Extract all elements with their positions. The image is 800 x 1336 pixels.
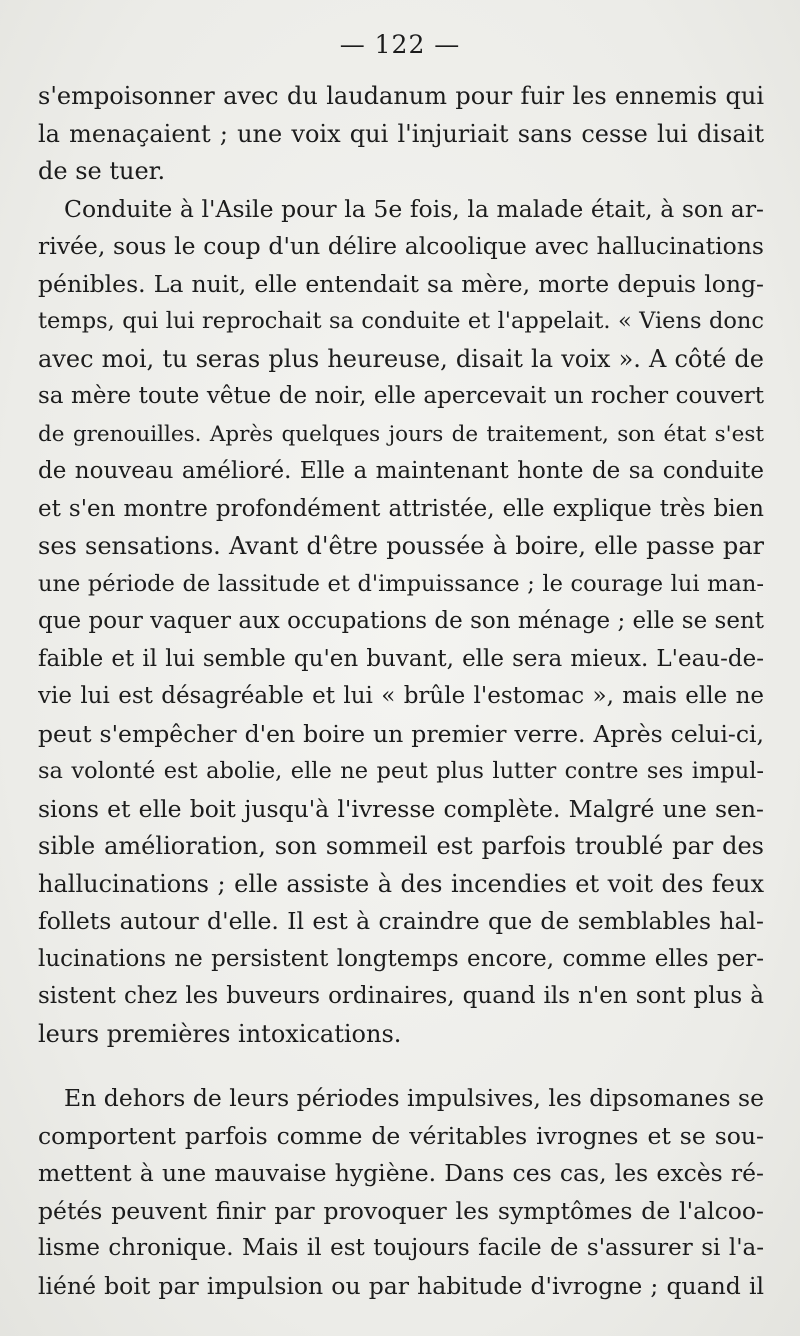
paragraph-2 bbox=[38, 1080, 764, 1305]
text-line: sistent chez les buveurs ordinaires, quand ils n'en sont plus à bbox=[38, 983, 764, 1009]
text-line: sible amélioration, son sommeil est parfois troublé par des bbox=[38, 832, 764, 860]
text-line: En dehors de leurs périodes impulsives, les dipsomanes se bbox=[64, 1084, 764, 1112]
text-line: de grenouilles. Après quelques jours de traitement, son état s'est bbox=[38, 421, 764, 447]
text-line: sa mère toute vêtue de noir, elle apercevait un rocher couvert bbox=[38, 383, 764, 409]
text-line: lisme chronique. Mais il est toujours facile de s'assurer si l'a- bbox=[38, 1235, 764, 1261]
text-line: sions et elle boit jusqu'à l'ivresse complète. Malgré une sen- bbox=[38, 794, 764, 823]
text-line: de se tuer. bbox=[38, 157, 166, 185]
text-line: une période de lassitude et d'impuissance ; le courage lui man- bbox=[38, 570, 764, 597]
text-line: Conduite à l'Asile pour la 5e fois, la malade était, à son ar- bbox=[64, 194, 764, 223]
text-line: temps, qui lui reprochait sa conduite et l'appelait. « Viens donc bbox=[38, 308, 764, 334]
text-line: la menaçaient ; une voix qui l'injuriait sans cesse lui disait bbox=[38, 119, 764, 148]
text-line: de nouveau amélioré. Elle a maintenant honte de sa conduite bbox=[38, 458, 764, 484]
text-line: s'empoisonner avec du laudanum pour fuir les ennemis qui bbox=[38, 82, 764, 110]
text-line: liéné boit par impulsion ou par habitude d'ivrogne ; quand il bbox=[38, 1271, 764, 1300]
text-line: que pour vaquer aux occupations de son ménage ; elle se sent bbox=[38, 608, 764, 634]
text-line: follets autour d'elle. Il est à craindre que de semblables hal- bbox=[38, 907, 764, 935]
text-line: mettent à une mauvaise hygiène. Dans ces cas, les excès ré- bbox=[38, 1159, 764, 1187]
text-line: sa volonté est abolie, elle ne peut plus lutter contre ses impul- bbox=[38, 758, 764, 784]
text-line: peut s'empêcher d'en boire un premier verre. Après celui-ci, bbox=[38, 719, 764, 748]
text-line: et s'en montre profondément attristée, elle explique très bien bbox=[38, 495, 764, 522]
text-line: rivée, sous le coup d'un délire alcoolique avec hallucinations bbox=[38, 232, 764, 260]
text-line: faible et il lui semble qu'en buvant, elle sera mieux. L'eau-de- bbox=[38, 645, 764, 672]
text-line: hallucinations ; elle assiste à des incendies et voit des feux bbox=[38, 869, 764, 898]
text-line: avec moi, tu seras plus heureuse, disait la voix ». A côté de bbox=[38, 344, 764, 373]
text-line: comportent parfois comme de véritables ivrognes et se sou- bbox=[38, 1121, 764, 1150]
page-number: — 122 — bbox=[339, 30, 461, 59]
text-line: pénibles. La nuit, elle entendait sa mère, morte depuis long- bbox=[38, 269, 764, 298]
text-line: vie lui est désagréable et lui « brûle l'estomac », mais elle ne bbox=[38, 683, 764, 709]
text-line: ses sensations. Avant d'être poussée à boire, elle passe par bbox=[38, 532, 764, 560]
text-line: lucinations ne persistent longtemps encore, comme elles per- bbox=[38, 945, 764, 972]
text-line: pétés peuvent finir par provoquer les symptômes de l'alcoo- bbox=[38, 1196, 764, 1225]
text-line: leurs premières intoxications. bbox=[38, 1019, 402, 1048]
paragraph-1 bbox=[38, 78, 764, 1053]
